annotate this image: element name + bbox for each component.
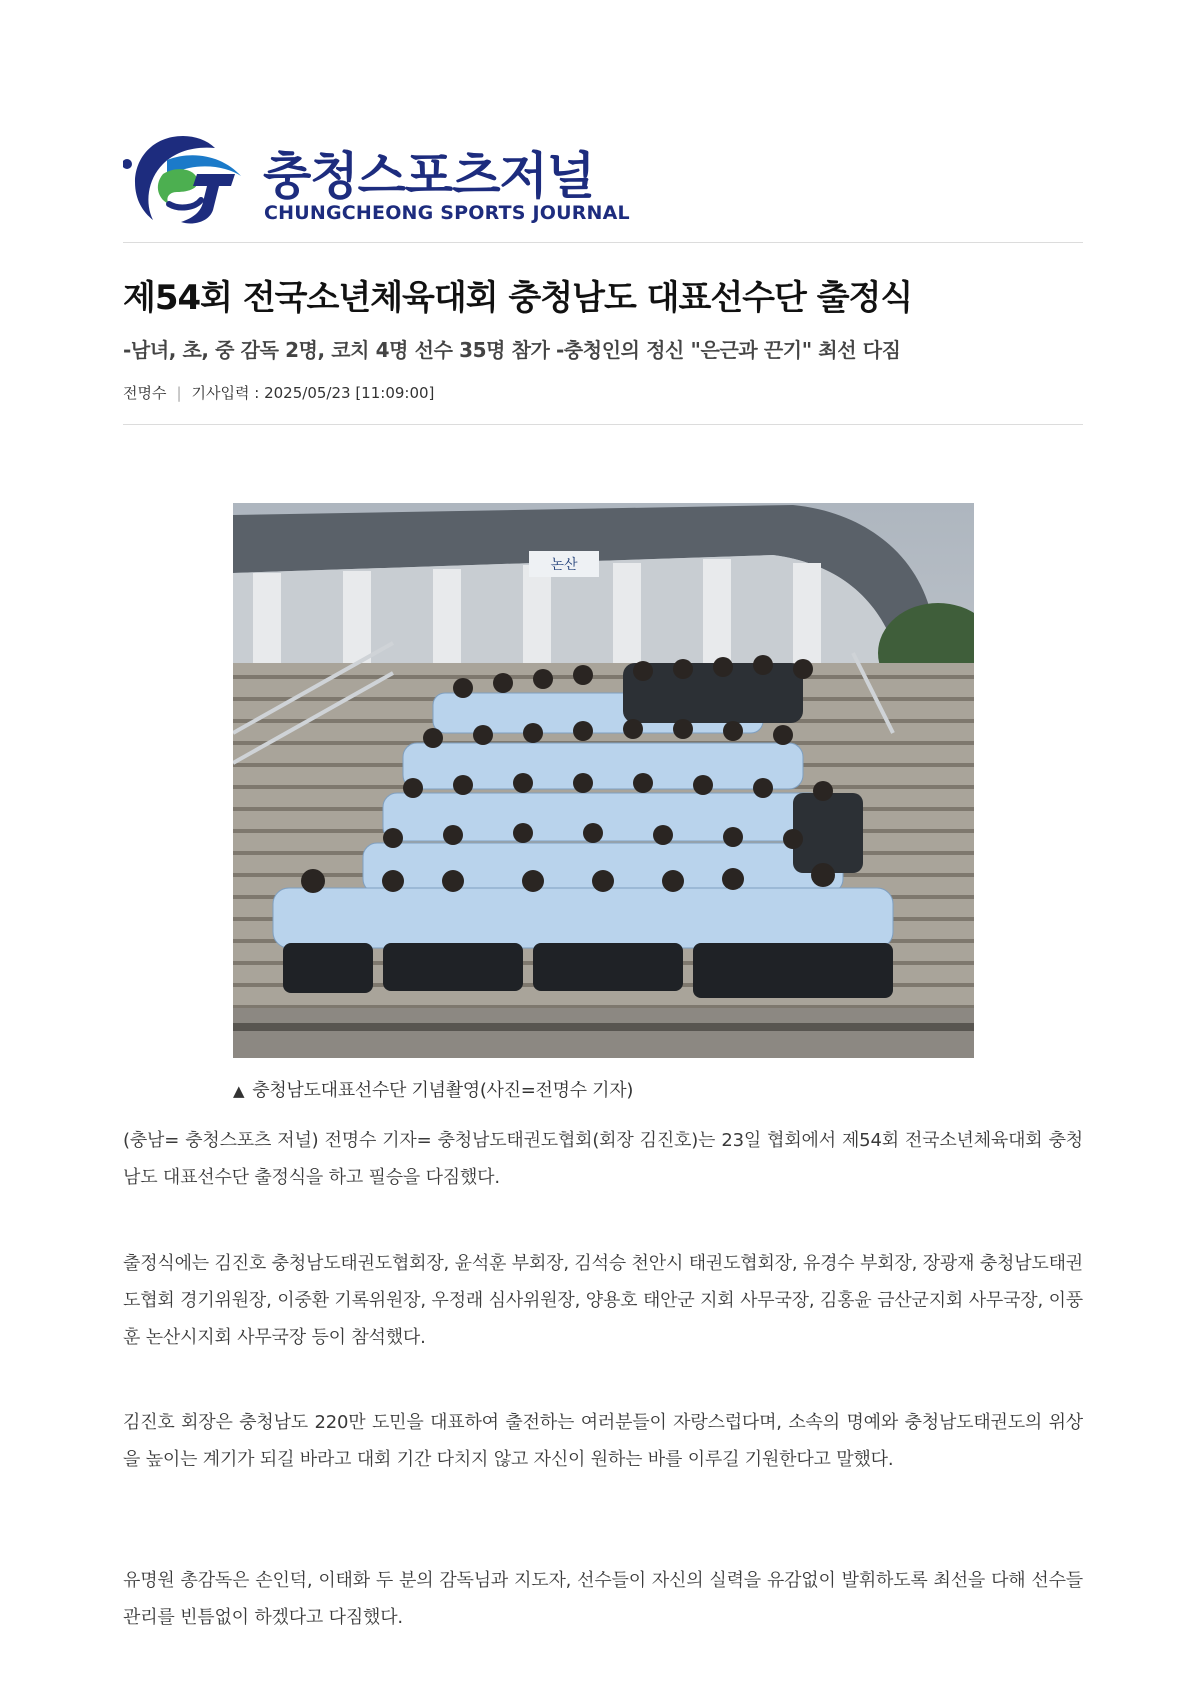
photo-caption-text: 충청남도대표선수단 기념촬영(사진=전명수 기자): [252, 1080, 634, 1101]
logo-name-ko: 충청스포츠저널: [263, 147, 595, 205]
svg-text:논산: 논산: [550, 557, 578, 573]
paragraph-4: 유명원 총감독은 손인덕, 이태화 두 분의 감독님과 지도자, 선수들이 자신의 실력을 유감없이 발휘하도록 최선을 다해 선수들 관리를 빈틈없이 하겠다고 다짐했다.: [123, 1570, 1083, 1628]
byline-separator: |: [176, 384, 182, 402]
article-headline: 제54회 전국소년체육대회 충청남도 대표선수단 출정식: [123, 278, 913, 318]
article-subtitle: -남녀, 초, 중 감독 2명, 코치 4명 선수 35명 참가 -충청인의 정신 "은근과 끈기" 최선 다짐: [123, 338, 901, 362]
header-divider: [123, 242, 1083, 243]
article-photo[interactable]: [233, 503, 974, 1058]
paragraph-2: 출정식에는 김진호 충청남도태권도협회장, 윤석훈 부회장, 김석승 천안시 태권도협회장, 유경수 부회장, 장광재 충청남도태권도협회 경기위원장, 이중환 기록위원장, 우정래 심사위원장, 양용호 태안군 지회 사무국장, 김홍윤 금산군지회 사무국장, 이풍훈 논산시지회 사무국장 등이 참석했다.: [123, 1253, 1083, 1348]
paragraph-3: 김진호 회장은 충청남도 220만 도민을 대표하여 출전하는 여러분들이 자랑스럽다며, 소속의 명예와 충청남도태권도의 위상을 높이는 계기가 되길 바라고 대회 기간 다치지 않고 자신이 원하는 바를 이루길 기원한다고 말했다.: [123, 1412, 1083, 1470]
group-photo-illustration: [233, 503, 974, 1058]
masthead[interactable]: [123, 130, 1083, 240]
byline: [123, 382, 434, 403]
photo-caption: [233, 1076, 974, 1102]
logo-emblem-icon: [123, 130, 253, 228]
published-date: 기사입력 : 2025/05/23 [11:09:00]: [191, 384, 435, 402]
paragraph-1: (충남= 충청스포츠 저널) 전명수 기자= 충청남도태권도협회(회장 김진호)는 23일 협회에서 제54회 전국소년체육대회 충청남도 대표선수단 출정식을 하고 필승을 다짐했다.: [123, 1130, 1083, 1188]
logo-name-en: CHUNGCHEONG SPORTS JOURNAL: [264, 202, 630, 224]
caption-triangle-icon: ▲: [233, 1082, 245, 1100]
title-divider: [123, 424, 1083, 425]
author-name[interactable]: 전명수: [123, 384, 167, 402]
